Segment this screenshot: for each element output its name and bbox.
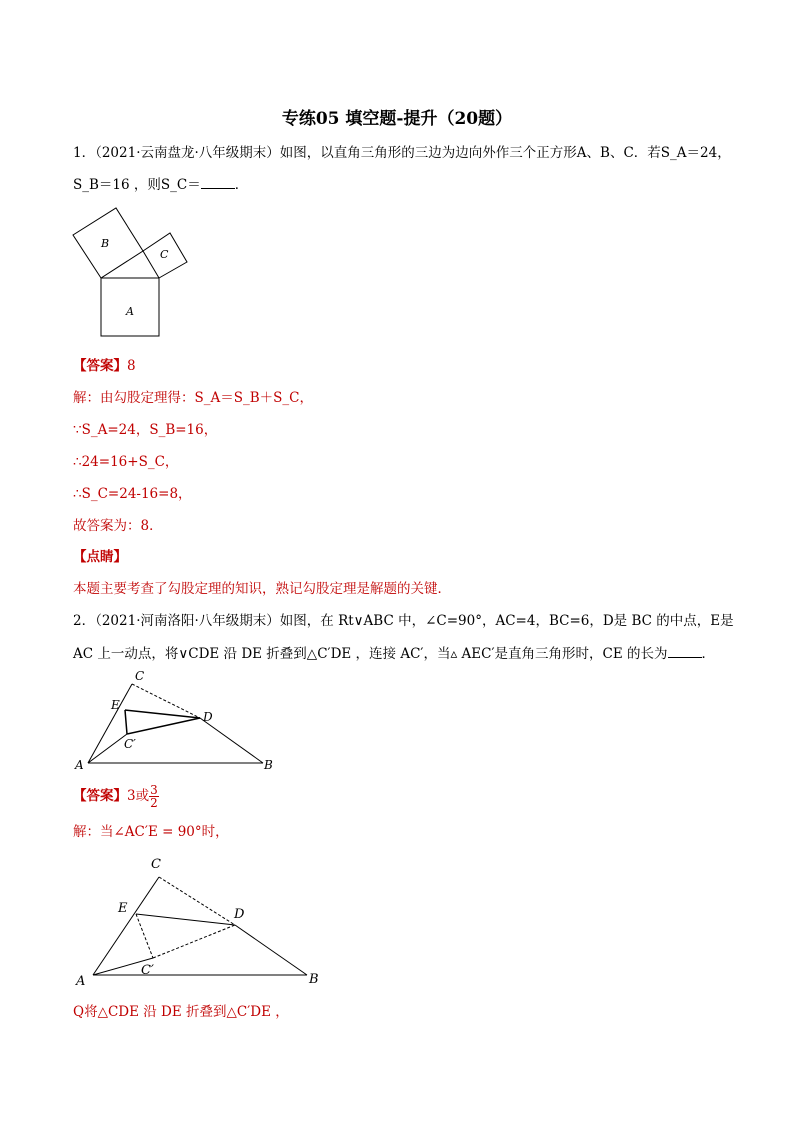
q1-line2-end: ． (234, 177, 249, 193)
label-c: C (151, 857, 161, 872)
q2-line2-end: ． (701, 646, 716, 662)
q2-solution-figure (70, 850, 330, 990)
label-a: A (75, 758, 84, 772)
page-title: 专练05 填空题-提升（20题） (281, 109, 513, 129)
q2-solution-2: Q将△CDE 沿 DE 折叠到△C′DE ， (73, 1004, 289, 1020)
label-c-prime: C′ (141, 963, 154, 978)
q1-answer-blank (201, 174, 235, 189)
segment-c-prime-d (127, 718, 200, 734)
segment-db (200, 718, 263, 763)
label-a: A (126, 305, 134, 318)
segment-ec-prime-dashed (136, 914, 153, 958)
q1-answer-tag: 【答案】 (73, 358, 127, 374)
label-b: B (309, 972, 319, 987)
label-e: E (118, 901, 128, 916)
q1-squares-figure (70, 205, 200, 340)
q1-line1: 1．（2021·云南盘龙·八年级期末）如图，以直角三角形的三边为边向外作三个正方形A、B、C．若S_A＝24， (73, 145, 731, 161)
segment-ac (93, 877, 159, 975)
label-c-prime: C′ (124, 737, 136, 751)
q1-comment: 本题主要考查了勾股定理的知识，熟记勾股定理是解题的关键． (73, 581, 451, 597)
q2-answer-fraction (149, 784, 159, 809)
segment-db (235, 925, 307, 975)
q1-answer (73, 356, 136, 376)
label-b: B (101, 237, 110, 250)
label-e: E (111, 698, 120, 712)
q1-answer-value: 8 (127, 358, 136, 374)
q1-solution-4: ∴S_C=24-16=8， (73, 486, 192, 502)
q1-solution-1: 解：由勾股定理得：S_A＝S_B＋S_C， (73, 390, 313, 406)
fraction-denominator: 2 (150, 796, 158, 810)
q1-solution-3: ∴24=16+S_C， (73, 454, 179, 470)
label-a: A (76, 974, 86, 989)
q2-line2-text: AC 上一动点，将∨CDE 沿 DE 折叠到△C′DE ，连接 AC′，当▵ AEC′是直角三角形时，CE 的长为 (73, 646, 668, 662)
q1-solution-2: ∵S_A=24，S_B=16， (73, 422, 218, 438)
q2-solution-1: 解：当∠AC′E = 90°时， (73, 824, 229, 840)
label-d: D (203, 710, 213, 724)
q1-line2-text: S_B＝16 ，则S_C＝ (73, 177, 201, 193)
segment-ac-prime (88, 734, 127, 763)
q2-line1: 2．（2021·河南洛阳·八年级期末）如图，在 Rt∨ABC 中，∠C=90°，AC=4，BC=6，D是 BC 的中点，E是 (73, 613, 734, 629)
label-c: C (160, 248, 169, 261)
q2-answer-tag: 【答案】 (73, 788, 127, 804)
q2-answer-main: 3或 (127, 788, 150, 804)
q2-line2 (73, 643, 715, 664)
label-b: B (264, 758, 273, 772)
q2-answer (73, 784, 159, 809)
segment-ec-prime (125, 710, 127, 734)
label-c: C (135, 669, 145, 683)
segment-cd-dashed (132, 684, 200, 718)
segment-ed (125, 710, 200, 718)
q1-line2 (73, 174, 248, 195)
segment-c-prime-d-dashed (153, 925, 235, 958)
q1-solution-5: 故答案为：8． (73, 518, 163, 534)
q2-answer-blank (668, 643, 702, 658)
fraction-numerator: 3 (150, 783, 158, 797)
q2-triangle-figure (70, 666, 285, 776)
label-d: D (234, 907, 245, 922)
q1-comment-tag: 【点睛】 (73, 549, 127, 565)
